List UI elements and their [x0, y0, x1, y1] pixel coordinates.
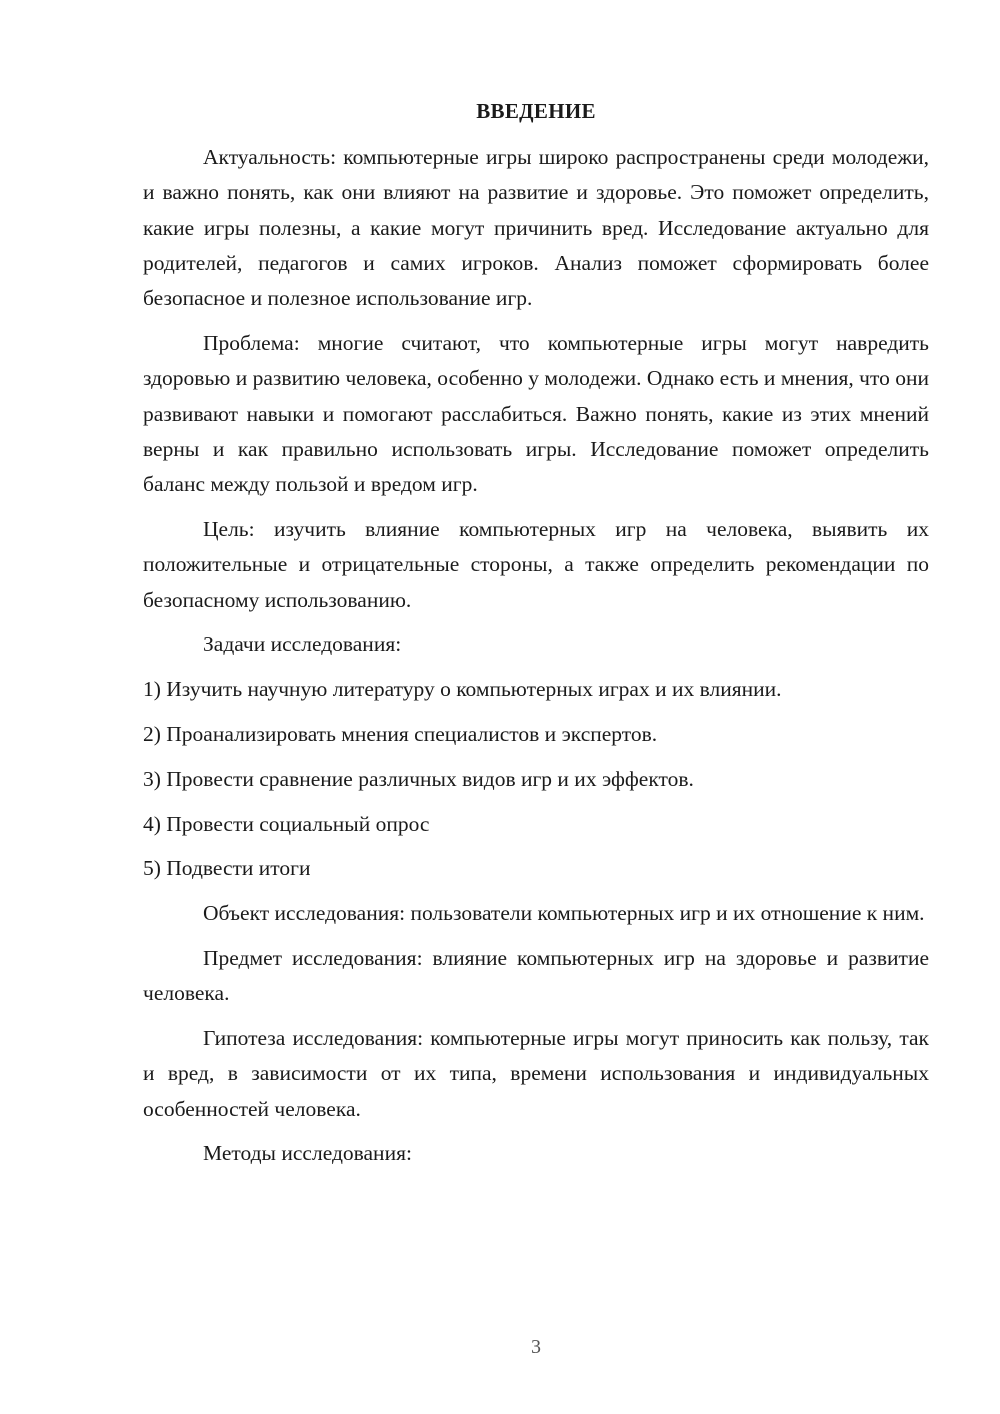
document-body [143, 140, 929, 1181]
page-number: 3 [531, 1336, 541, 1358]
task-item: 1) Изучить научную литературу о компьютерных играх и их влиянии. [143, 677, 782, 702]
methods-title: Методы исследования: [203, 1141, 412, 1166]
problem-paragraph: Проблема: многие считают, что компьютерные игры могут навредить здоровью и развитию человека, особенно у молодежи. Однако есть и мнения, что они развивают навыки и помогают расслабиться. Важно понять, какие из этих мнений верны и как правильно использовать игры. Исследование поможет определить баланс между пользой и вредом игр. [143, 330, 929, 497]
task-item: 5) Подвести итоги [143, 856, 311, 881]
goal-paragraph: Цель: изучить влияние компьютерных игр на человека, выявить их положительные и отрицательные стороны, а также определить рекомендации по безопасному использованию. [143, 516, 929, 612]
tasks-title: Задачи исследования: [203, 632, 402, 657]
relevance-paragraph: Актуальность: компьютерные игры широко распространены среди молодежи, и важно понять, как они влияют на развитие и здоровье. Это поможет определить, какие игры полезны, а какие могут причинить вред. Исследование актуально для родителей, педагогов и самих игроков. Анализ поможет сформировать более безопасное и полезное использование игр. [143, 145, 929, 311]
task-item: 2) Проанализировать мнения специалистов и экспертов. [143, 721, 658, 746]
task-item: 4) Провести социальный опрос [143, 811, 430, 836]
object-paragraph: Объект исследования: пользователи компьютерных игр и их отношение к ним. [203, 901, 925, 926]
subject-paragraph: Предмет исследования: влияние компьютерных игр на здоровье и развитие человека. [143, 945, 929, 1006]
task-item: 3) Провести сравнение различных видов игр и их эффектов. [143, 766, 694, 791]
hypothesis-paragraph: Гипотеза исследования: компьютерные игры могут приносить как пользу, так и вред, в зависимости от их типа, времени использования и индивидуальных особенностей человека. [143, 1026, 929, 1121]
section-heading: ВВЕДЕНИЕ [476, 99, 596, 123]
